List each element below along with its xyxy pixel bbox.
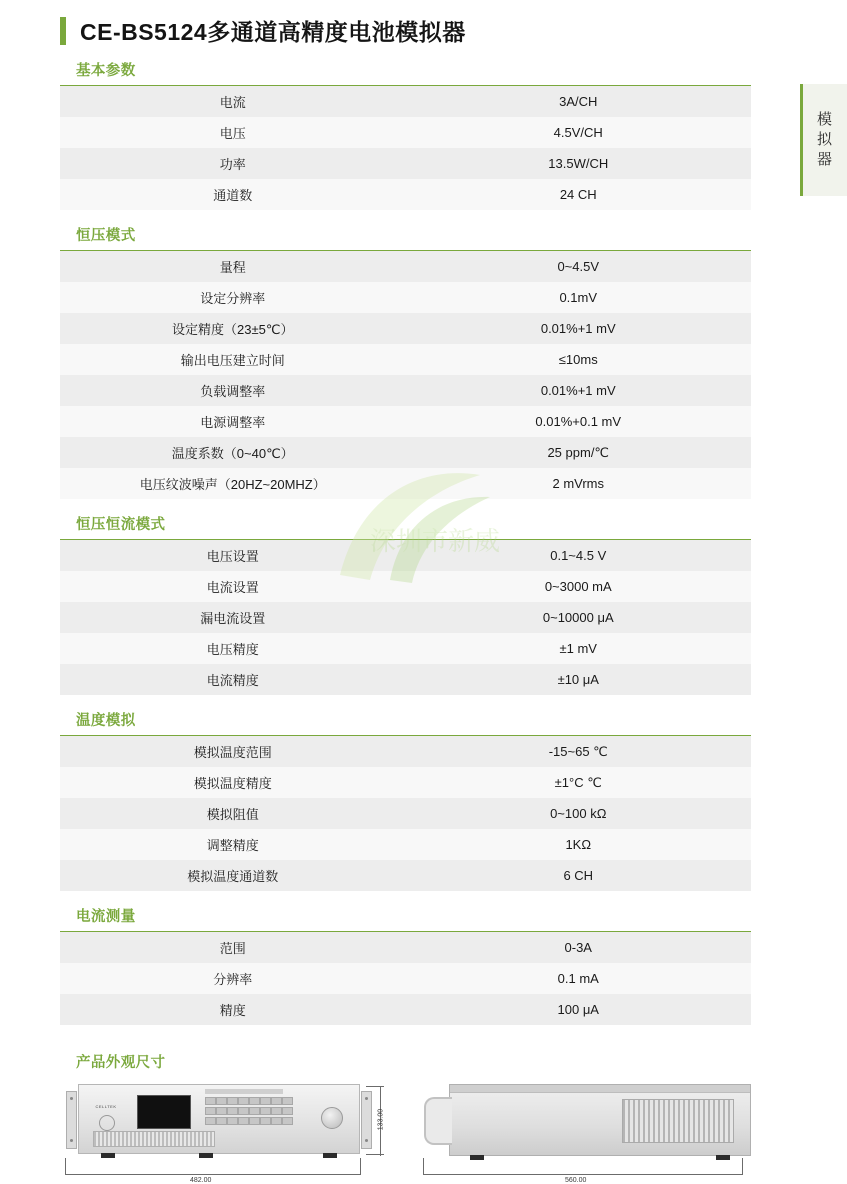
key xyxy=(238,1107,249,1115)
table-row xyxy=(60,829,751,860)
key xyxy=(271,1097,282,1105)
front-height-tick-bottom xyxy=(366,1154,384,1155)
spec-table xyxy=(60,86,751,210)
row-value: -15~65 ℃ xyxy=(406,736,752,767)
row-value: 0.01%+1 mV xyxy=(406,313,752,344)
table-row xyxy=(60,736,751,767)
table-row xyxy=(60,375,751,406)
dimensions-drawings xyxy=(60,1080,751,1184)
page-header xyxy=(0,0,847,57)
row-label: 模拟温度通道数 xyxy=(60,860,406,891)
row-value: ±10 μA xyxy=(406,664,752,695)
svg-text:深圳市新威: 深圳市新威 xyxy=(370,526,501,556)
key xyxy=(260,1097,271,1105)
rack-ear-right xyxy=(361,1091,372,1149)
row-value: 3A/CH xyxy=(406,86,752,117)
key xyxy=(205,1117,216,1125)
side-tab-char-1: 模 xyxy=(816,110,833,128)
row-label: 电压纹波噪声（20HZ~20MHZ） xyxy=(60,468,406,499)
spec-table xyxy=(60,736,751,891)
row-label: 模拟阻值 xyxy=(60,798,406,829)
row-label: 电流设置 xyxy=(60,571,406,602)
front-width-tick-right xyxy=(360,1158,361,1174)
key xyxy=(271,1117,282,1125)
table-row xyxy=(60,633,751,664)
front-top-strip xyxy=(205,1089,283,1094)
section-title: 恒压模式 xyxy=(60,222,751,251)
foot xyxy=(101,1153,115,1158)
row-label: 设定分辨率 xyxy=(60,282,406,313)
key xyxy=(238,1117,249,1125)
table-row xyxy=(60,86,751,117)
row-value: ±1 mV xyxy=(406,633,752,664)
front-vent xyxy=(93,1131,215,1147)
page-title: CE-BS5124多通道高精度电池模拟器 xyxy=(80,19,466,45)
foot xyxy=(323,1153,337,1158)
key xyxy=(271,1107,282,1115)
rear-width-dimension-line xyxy=(423,1174,743,1175)
front-height-label: 133.00 xyxy=(377,1108,385,1131)
row-label: 输出电压建立时间 xyxy=(60,344,406,375)
row-value: 100 μA xyxy=(406,994,752,1025)
table-row xyxy=(60,540,751,571)
row-value: 0.1~4.5 V xyxy=(406,540,752,571)
brand-label: CELLTEK xyxy=(95,1104,117,1109)
table-row xyxy=(60,860,751,891)
row-value: 0~3000 mA xyxy=(406,571,752,602)
table-row xyxy=(60,602,751,633)
section-basic-parameters xyxy=(60,57,751,210)
row-label: 电流 xyxy=(60,86,406,117)
table-row xyxy=(60,179,751,210)
row-label: 功率 xyxy=(60,148,406,179)
rotary-knob xyxy=(321,1107,343,1129)
rear-vent xyxy=(622,1099,734,1143)
section-title: 电流测量 xyxy=(60,903,751,932)
key xyxy=(282,1107,293,1115)
row-value: 0~10000 μA xyxy=(406,602,752,633)
key xyxy=(227,1117,238,1125)
table-row xyxy=(60,798,751,829)
foot xyxy=(199,1153,213,1158)
table-row xyxy=(60,664,751,695)
table-row xyxy=(60,437,751,468)
section-temperature-simulation xyxy=(60,707,751,891)
row-value: 2 mVrms xyxy=(406,468,752,499)
table-row xyxy=(60,468,751,499)
row-label: 范围 xyxy=(60,932,406,963)
row-value: 0-3A xyxy=(406,932,752,963)
rear-width-tick-left xyxy=(423,1158,424,1174)
row-value: ±1°C ℃ xyxy=(406,767,752,798)
table-row xyxy=(60,117,751,148)
section-title: 恒压恒流模式 xyxy=(60,511,751,540)
rear-width-tick-right xyxy=(742,1158,743,1174)
row-value: ≤10ms xyxy=(406,344,752,375)
key xyxy=(216,1097,227,1105)
row-label: 设定精度（23±5℃） xyxy=(60,313,406,344)
display-screen xyxy=(137,1095,191,1129)
foot xyxy=(716,1155,730,1160)
rear-width-label: 560.00 xyxy=(565,1177,587,1184)
table-row xyxy=(60,932,751,963)
key xyxy=(249,1097,260,1105)
row-value: 0.1mV xyxy=(406,282,752,313)
section-constant-voltage-mode xyxy=(60,222,751,499)
key xyxy=(227,1107,238,1115)
section-cv-cc-mode xyxy=(60,511,751,695)
rear-view-drawing xyxy=(415,1084,751,1184)
table-row xyxy=(60,571,751,602)
row-label: 电源调整率 xyxy=(60,406,406,437)
row-label: 模拟温度范围 xyxy=(60,736,406,767)
row-value: 24 CH xyxy=(406,179,752,210)
table-row xyxy=(60,344,751,375)
row-label: 通道数 xyxy=(60,179,406,210)
section-current-measurement xyxy=(60,903,751,1025)
section-title: 温度模拟 xyxy=(60,707,751,736)
side-tab-char-2: 拟 xyxy=(816,130,833,148)
side-tab-char-3: 器 xyxy=(816,151,833,169)
brand-circle-icon xyxy=(99,1115,115,1131)
row-value: 0.01%+1 mV xyxy=(406,375,752,406)
key xyxy=(238,1097,249,1105)
front-width-tick-left xyxy=(65,1158,66,1174)
key xyxy=(249,1117,260,1125)
row-value: 0~4.5V xyxy=(406,251,752,282)
table-row xyxy=(60,963,751,994)
key xyxy=(216,1107,227,1115)
row-label: 分辨率 xyxy=(60,963,406,994)
key xyxy=(260,1117,271,1125)
spec-content xyxy=(0,57,847,1184)
rear-top-strip xyxy=(450,1085,750,1093)
key xyxy=(216,1117,227,1125)
key xyxy=(282,1117,293,1125)
row-label: 漏电流设置 xyxy=(60,602,406,633)
row-value: 4.5V/CH xyxy=(406,117,752,148)
key xyxy=(260,1107,271,1115)
side-handle xyxy=(424,1097,452,1145)
spec-table xyxy=(60,932,751,1025)
header-accent-bar xyxy=(60,17,66,45)
row-label: 温度系数（0~40℃） xyxy=(60,437,406,468)
row-value: 0.1 mA xyxy=(406,963,752,994)
rack-ear-left xyxy=(66,1091,77,1149)
table-row xyxy=(60,148,751,179)
spec-table xyxy=(60,251,751,499)
key xyxy=(249,1107,260,1115)
row-value: 0.01%+0.1 mV xyxy=(406,406,752,437)
front-view-drawing xyxy=(60,1084,385,1184)
key xyxy=(205,1107,216,1115)
row-label: 调整精度 xyxy=(60,829,406,860)
row-label: 电压 xyxy=(60,117,406,148)
table-row xyxy=(60,994,751,1025)
row-value: 13.5W/CH xyxy=(406,148,752,179)
side-tab-simulator xyxy=(800,84,847,196)
device-rear-panel xyxy=(449,1084,751,1156)
table-row xyxy=(60,313,751,344)
table-row xyxy=(60,406,751,437)
row-label: 负载调整率 xyxy=(60,375,406,406)
row-value: 6 CH xyxy=(406,860,752,891)
row-value: 25 ppm/℃ xyxy=(406,437,752,468)
row-label: 电压精度 xyxy=(60,633,406,664)
table-row xyxy=(60,251,751,282)
table-row xyxy=(60,767,751,798)
key xyxy=(205,1097,216,1105)
row-value: 0~100 kΩ xyxy=(406,798,752,829)
key xyxy=(227,1097,238,1105)
dimensions-title: 产品外观尺寸 xyxy=(76,1055,166,1071)
row-label: 电压设置 xyxy=(60,540,406,571)
table-row xyxy=(60,282,751,313)
key xyxy=(282,1097,293,1105)
row-label: 量程 xyxy=(60,251,406,282)
section-title: 基本参数 xyxy=(60,57,751,86)
row-label: 精度 xyxy=(60,994,406,1025)
device-front-panel xyxy=(78,1084,360,1154)
keypad xyxy=(205,1097,291,1125)
foot xyxy=(470,1155,484,1160)
front-width-dimension-line xyxy=(65,1174,361,1175)
row-value: 1KΩ xyxy=(406,829,752,860)
row-label: 模拟温度精度 xyxy=(60,767,406,798)
row-label: 电流精度 xyxy=(60,664,406,695)
front-height-tick-top xyxy=(366,1086,384,1087)
front-width-label: 482.00 xyxy=(190,1177,212,1184)
spec-table xyxy=(60,540,751,695)
